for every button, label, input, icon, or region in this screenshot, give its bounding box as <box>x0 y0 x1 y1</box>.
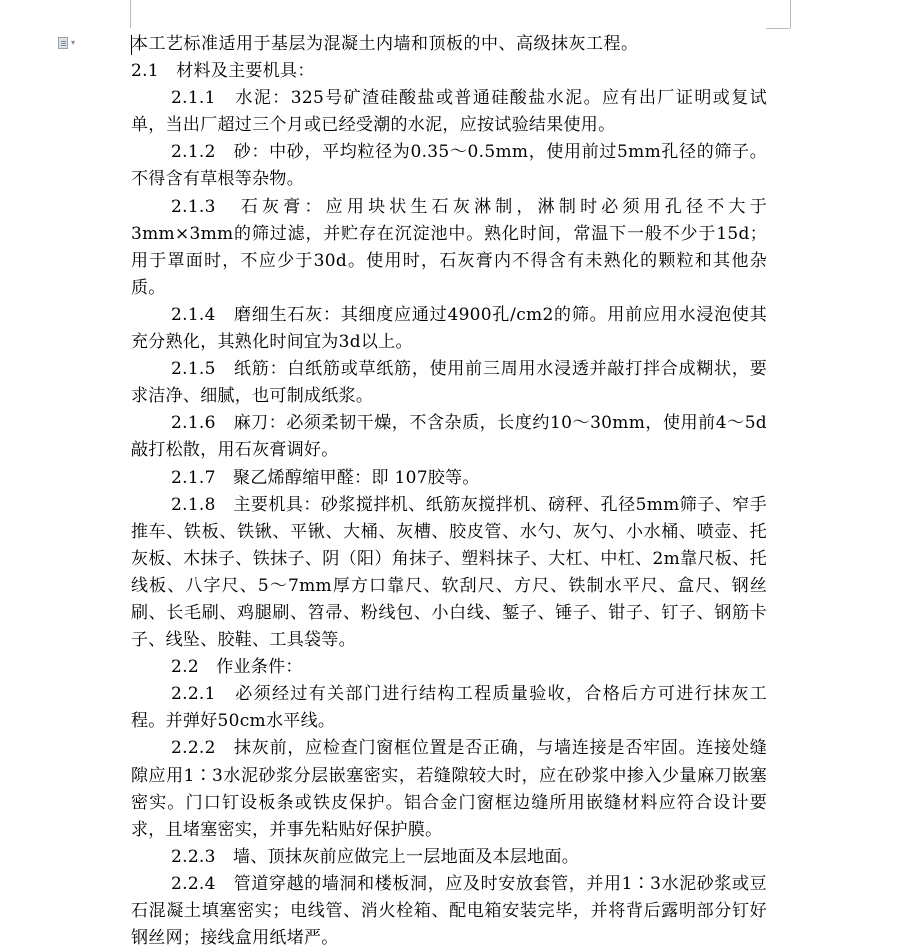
paragraph-2-1-7: 2.1.7 聚乙烯醇缩甲醛：即 107胶等。 <box>171 467 480 488</box>
document-body[interactable] <box>131 31 767 952</box>
paragraph-2-2-4: 2.2.4 管道穿越的墙洞和楼板洞，应及时安放套管，并用1∶3水泥砂浆或豆石混凝土填塞密实；电线管、消火栓箱、配电箱安装完毕，并将背后露明部分钉好钢丝网；接线盒用纸堵严。 <box>131 873 767 949</box>
document-options-icon <box>58 37 68 49</box>
paragraph-2-1-6: 2.1.6 麻刀：必须柔韧干燥，不含杂质，长度约10～30mm，使用前4～5d敲打松散，用石灰膏调好。 <box>131 413 767 461</box>
chevron-down-icon: ▾ <box>71 38 76 47</box>
paragraph-2-1-2: 2.1.2 砂：中砂，平均粒径为0.35～0.5mm，使用前过5mm孔径的筛子。不得含有草根等杂物。 <box>131 142 767 190</box>
heading-2-2: 2.2 作业条件： <box>171 657 303 678</box>
paragraph-2-1-4: 2.1.4 磨细生石灰：其细度应通过4900孔/cm2的筛。用前应用水浸泡使其充分熟化，其熟化时间宜为3d以上。 <box>131 304 767 353</box>
paragraph-intro: 本工艺标准适用于基层为混凝土内墙和顶板的中、高级抹灰工程。 <box>131 34 639 54</box>
crop-mark-left <box>130 0 131 28</box>
paragraph-2-2-2: 2.2.2 抹灰前，应检查门窗框位置是否正确，与墙连接是否牢固。连接处缝隙应用1∶3水泥砂浆分层嵌塞密实，若缝隙较大时，应在砂浆中掺入少量麻刀嵌塞密实。门口钉设板条或铁皮保护。铝合金门窗框边缝所用嵌缝材料应符合设计要求，且堵塞密实，并事先粘贴好保护膜。 <box>131 738 767 840</box>
paragraph-2-1-3: 2.1.3 石灰膏：应用块状生石灰淋制，淋制时必须用孔径不大于3mm×3mm的筛过滤，并贮存在沉淀池中。熟化时间，常温下一般不少于15d；用于罩面时，不应少于30d。使用时，石灰膏内不得含有未熟化的颗粒和其他杂质。 <box>131 196 767 298</box>
paragraph-2-1-8: 2.1.8 主要机具：砂浆搅拌机、纸筋灰搅拌机、磅秤、孔径5mm筛子、窄手推车、铁板、铁锹、平锹、大桶、灰槽、胶皮管、水勺、灰勺、小水桶、喷壶、托灰板、木抹子、铁抹子、阴（阳）角抹子、塑料抹子、大杠、中杠、2m靠尺板、托线板、八字尺、5～7mm厚方口靠尺、软刮尺、方尺、铁制水平尺、盒尺、钢丝刷、长毛刷、鸡腿刷、笤帚、粉线包、小白线、錾子、锤子、钳子、钉子、钢筋卡子、线坠、胶鞋、工具袋等。 <box>131 494 767 651</box>
heading-2-1: 2.1 材料及主要机具： <box>131 61 315 82</box>
crop-mark-right <box>790 0 791 28</box>
crop-mark-right-horizontal <box>766 28 790 29</box>
paragraph-2-1-1: 2.1.1 水泥：325号矿渣硅酸盐或普通硅酸盐水泥。应有出厂证明或复试单，当出厂超过三个月或已经受潮的水泥，应按试验结果使用。 <box>131 88 767 136</box>
paragraph-2-2-1: 2.2.1 必须经过有关部门进行结构工程质量验收，合格后方可进行抹灰工程。并弹好50cm水平线。 <box>131 684 767 732</box>
paragraph-2-1-5: 2.1.5 纸筋：白纸筋或草纸筋，使用前三周用水浸透并敲打拌合成糊状，要求洁净、细腻，也可制成纸浆。 <box>131 359 767 407</box>
paragraph-options-button[interactable] <box>58 35 84 51</box>
paragraph-2-2-3: 2.2.3 墙、顶抹灰前应做完上一层地面及本层地面。 <box>171 846 580 867</box>
